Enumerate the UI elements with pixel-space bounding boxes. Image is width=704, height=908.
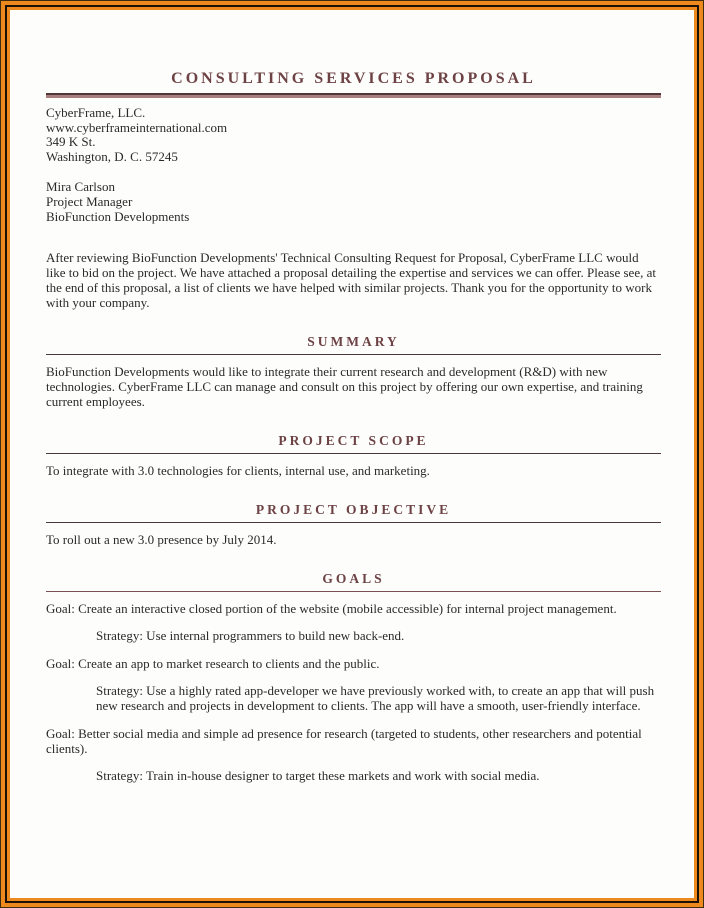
goal-item-3: Goal: Better social media and simple ad presence for research (targeted to students, other researchers and potential clients). xyxy=(46,726,642,757)
intro-paragraph: After reviewing BioFunction Developments' Technical Consulting Request for Proposal, CyberFrame LLC would like to bid on the project. We have attached a proposal detailing the expertise and services we can offer. Please see, at the end of this proposal, a list of clients we have helped with similar projects. Thank you for the opportunity to work with your company. xyxy=(46,250,656,311)
recipient-title: Project Manager xyxy=(46,193,133,209)
page-frame-dark-inner xyxy=(5,5,699,903)
title-rule xyxy=(46,93,661,98)
page-frame-orange-inner xyxy=(7,7,697,901)
page-title: CONSULTING SERVICES PROPOSAL xyxy=(171,70,536,87)
sender-website: www.cyberframeinternational.com xyxy=(46,119,228,135)
project-scope-heading: PROJECT SCOPE xyxy=(278,433,429,449)
strategy-item-3: Strategy: Train in-house designer to target these markets and work with social media. xyxy=(96,768,540,784)
recipient-block xyxy=(46,180,661,224)
sender-street: 349 K St. xyxy=(46,134,96,150)
section-goals xyxy=(46,571,661,783)
recipient-company: BioFunction Developments xyxy=(46,208,190,224)
goals-heading: GOALS xyxy=(322,571,385,587)
project-scope-rule xyxy=(46,453,661,454)
goals-rule xyxy=(46,591,661,592)
sender-block xyxy=(46,106,661,164)
project-scope-body: To integrate with 3.0 technologies for clients, internal use, and marketing. xyxy=(46,463,430,479)
goal-item-1: Goal: Create an interactive closed portion of the website (mobile accessible) for internal project management. xyxy=(46,601,617,617)
project-objective-body: To roll out a new 3.0 presence by July 2014. xyxy=(46,532,277,548)
section-project-scope xyxy=(46,433,661,478)
strategy-item-2: Strategy: Use a highly rated app-developer we have previously worked with, to create an app that will push new research and projects in development to clients. The app will have a smooth, user-friendly interface. xyxy=(96,683,655,714)
section-project-objective xyxy=(46,502,661,547)
sender-company: CyberFrame, LLC. xyxy=(46,105,146,120)
section-summary xyxy=(46,334,661,409)
goal-item-2: Goal: Create an app to market research to clients and the public. xyxy=(46,656,380,672)
page-frame-orange-outer xyxy=(1,1,703,907)
sender-city: Washington, D. C. 57245 xyxy=(46,148,178,164)
summary-body: BioFunction Developments would like to integrate their current research and development (R&D) with new technologies. CyberFrame LLC can manage and consult on this project by offering our own expertise, and training current employees. xyxy=(46,364,643,410)
project-objective-heading: PROJECT OBJECTIVE xyxy=(255,502,452,518)
summary-heading: SUMMARY xyxy=(307,334,400,350)
strategy-item-1: Strategy: Use internal programmers to build new back-end. xyxy=(96,628,405,644)
project-objective-rule xyxy=(46,522,661,523)
recipient-name: Mira Carlson xyxy=(46,179,115,195)
summary-rule xyxy=(46,354,661,355)
document-page xyxy=(10,10,694,898)
